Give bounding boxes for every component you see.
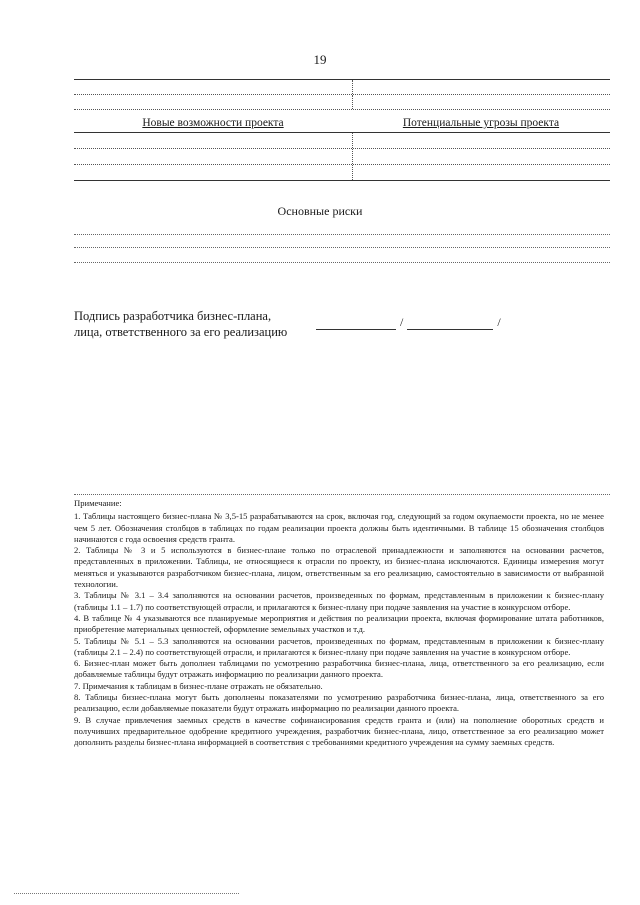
name-field[interactable] bbox=[407, 315, 493, 330]
signature-separator: / bbox=[400, 315, 404, 329]
risks-title: Основные риски bbox=[277, 204, 363, 218]
risks-line bbox=[74, 234, 610, 235]
col-potential-threats-header: Потенциальные угрозы проекта bbox=[402, 117, 560, 129]
swot-table bbox=[74, 79, 610, 181]
note-item: 9. В случае привлечения заемных средств в качестве софинансирования средств гранта и (или) на пополнение оборотных средств и получивших предварительное одобрение кредитного учреждения, разработчик бизнес-плана, лицо, ответственное за его реализацию может дополнить разделы бизнес-плана информацией в соответствия с требованиями кредитного учреждения на сумму заемных средств. bbox=[74, 714, 604, 748]
notes-separator bbox=[74, 494, 610, 495]
signature-end-separator: / bbox=[497, 315, 501, 329]
page-number: 19 bbox=[313, 52, 327, 67]
table-row bbox=[74, 79, 610, 95]
signature-fields bbox=[316, 315, 505, 330]
table-row bbox=[74, 95, 610, 110]
table-row bbox=[74, 165, 610, 181]
note-item: 7. Примечания к таблицам в бизнес-плане отражать не обязательно. bbox=[74, 680, 323, 691]
note-item: 6. Бизнес-план может быть дополнен таблицами по усмотрению разработчика бизнес-плана, лица, ответственного за его реализацию, если добавляемые таблицы будут отражать информацию по реализации данного проекта. bbox=[74, 658, 604, 680]
col-new-opportunities-header: Новые возможности проекта bbox=[142, 117, 284, 129]
note-item: 2. Таблицы № 3 и 5 используются в бизнес-плане только по отраслевой принадлежности и заполняются на основании расчетов, представленных в приложении. Таблицы, не относящиеся к отрасли по проекту, из бизнес-плана исключаются. Единицы измерения могут меняться и указываются разработчиком бизнес-плана, лицом, ответственным за его реализацию, самостоятельно в зависимости от выбранной технологии. bbox=[74, 545, 604, 590]
table-row bbox=[74, 133, 610, 149]
signature-label-line2: лица, ответственного за его реализацию bbox=[74, 325, 288, 339]
note-item: 5. Таблицы № 5.1 – 5.3 заполняются на основании расчетов, произведенных по формам, представленным в приложении к бизнес-плану (таблицы 2.1 – 2.4) по соответствующей отрасли, и прилагаются к бизнес-плану при подаче заявления на участие в конкурсном отборе. bbox=[74, 635, 604, 657]
note-item: 3. Таблицы № 3.1 – 3.4 заполняются на основании расчетов, произведенных по формам, представленным в приложении к бизнес-плану (таблицы 1.1 – 1.7) по соответствующей отрасли, и прилагаются к бизнес-плану при подаче заявления на участие в конкурсном отборе. bbox=[74, 590, 604, 612]
notes-title: Примечание: bbox=[74, 498, 122, 508]
signature-block bbox=[74, 308, 287, 340]
table-header-row bbox=[74, 110, 610, 133]
signature-field[interactable] bbox=[316, 315, 396, 330]
note-item: 4. В таблице № 4 указываются все планируемые мероприятия и действия по реализации проекта, включая формирование штата работников, приобретение материальных ценностей, оформление земельных участков и т.д. bbox=[74, 612, 604, 635]
note-item: 8. Таблицы бизнес-плана могут быть дополнены показателями по усмотрению разработчика бизнес-плана, лица, ответственного за его реализацию, если добавляемые показатели будут отражать информацию по реализации данного проекта. bbox=[74, 692, 604, 714]
footnote-separator bbox=[14, 893, 239, 894]
risks-line bbox=[74, 262, 610, 263]
signature-label-line1: Подпись разработчика бизнес-плана, bbox=[74, 309, 272, 323]
note-item: 1. Таблицы настоящего бизнес-плана № 3,5-15 разрабатываются на срок, включая год, следующий за годом окупаемости проекта, но не менее чем 5 лет. Обозначения столбцов в таблицах по годам реализации проекта должны быть идентичными. В таблице 15 обозначения столбцов начинаются с года освоения средств гранта. bbox=[74, 511, 604, 544]
risks-line bbox=[74, 247, 610, 248]
table-row bbox=[74, 149, 610, 165]
notes-section bbox=[74, 498, 604, 749]
